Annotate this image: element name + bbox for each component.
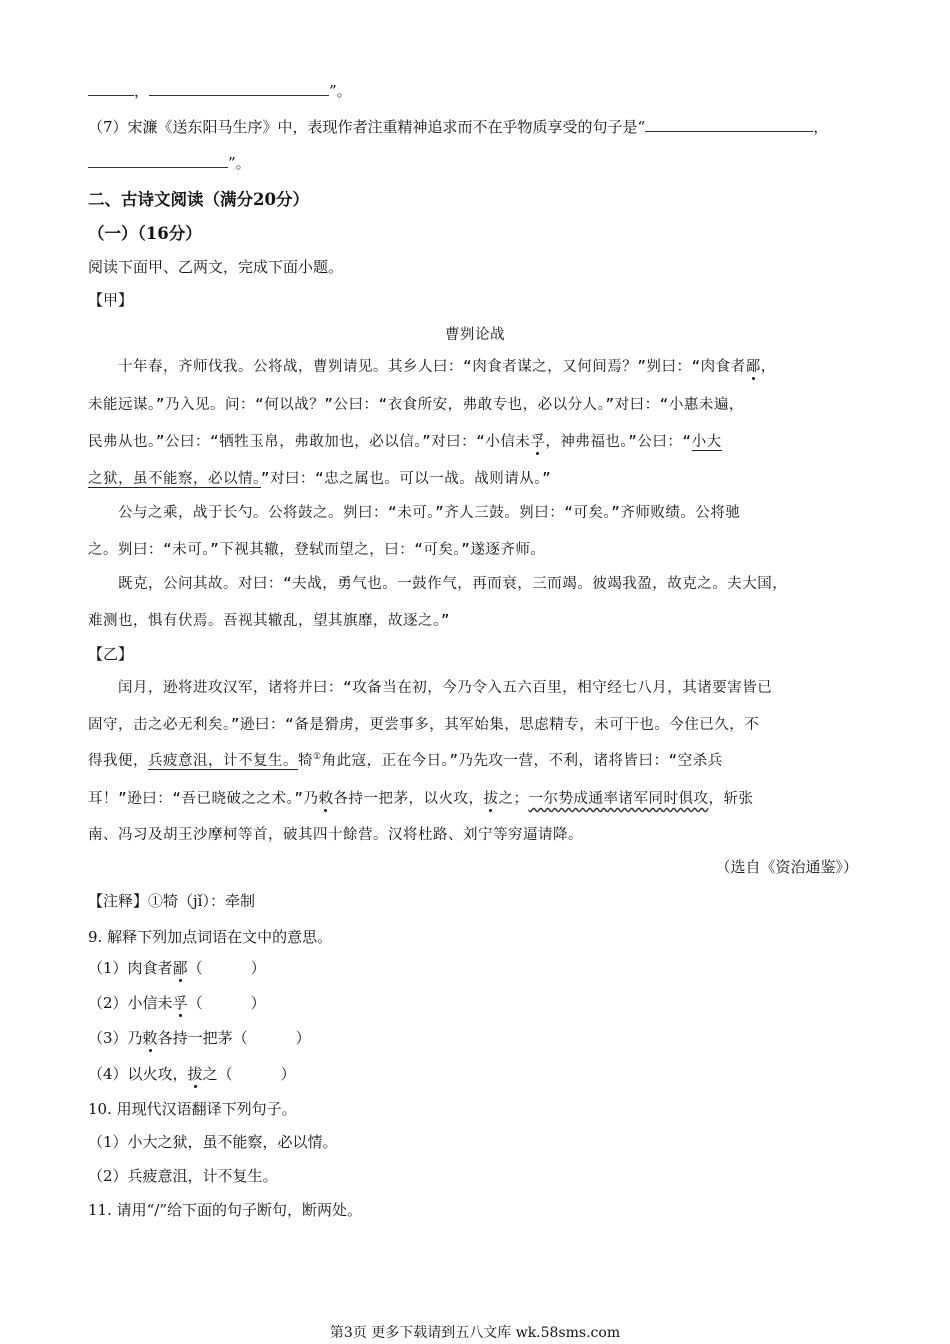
question-9-item: （2）小信未孚（ ） <box>88 994 266 1012</box>
answer-blank[interactable] <box>88 81 134 96</box>
answer-blank[interactable] <box>645 117 813 132</box>
passage-line: 固守，击之必无利矣。”逊曰：“备是猾虏，更尝事多，其军始集，思虑精专，未可干也。今住已久，不 <box>88 717 760 733</box>
subsection-title: （一）（16分） <box>88 224 202 243</box>
footer-text: 第3页 更多下载请到五八文库 <box>329 1325 512 1341</box>
passage-title: 曹刿论战 <box>445 327 505 343</box>
dotted-char: 敕 <box>142 1029 158 1047</box>
question-7: （7）宋濂《送东阳马生序》中，表现作者注重精神追求而不在乎物质享受的句子是“ ， <box>88 118 829 136</box>
passage-line: 闰月，逊将进攻汉军，诸将并曰：“攻备当在初，今乃令入五六百里，相守经七八月，其诸要害皆已 <box>118 680 773 696</box>
answer-blank[interactable] <box>88 153 228 168</box>
passage-line: 耳！”逊曰：“吾已晓破之之术。”乃敕各持一把茅，以火攻，拔之；一尔势成通率诸军同时俱攻，斩张 <box>88 791 754 807</box>
passage-line: 之。刿曰：“未可。”下视其辙，登轼而望之，曰：“可矣。”遂逐齐师。 <box>88 542 546 558</box>
source-citation: （选自《资治通鉴》） <box>715 858 858 876</box>
question-9-item: （4）以火攻，拔之（ ） <box>88 1065 296 1083</box>
passage-line: 难测也，惧有伏焉。吾视其辙乱，望其旗靡，故逐之。” <box>88 613 450 629</box>
passage-line: 得我便，兵疲意沮，计不复生。犄①角此寇，正在今日。”乃先攻一营，不利，诸将皆曰：“空杀兵 <box>88 752 723 769</box>
instruction: 阅读下面甲、乙两文，完成下面小题。 <box>88 258 344 276</box>
fill-line-6: ， ”。 <box>88 80 352 101</box>
dotted-char: 孚 <box>172 994 188 1012</box>
question-10-item: （2）兵疲意沮，计不复生。 <box>88 1167 278 1185</box>
underlined-sentence: 之狱，虽不能察，必以情。 <box>88 471 261 487</box>
question-9-item: （3）乃敕各持一把茅（ ） <box>88 1029 311 1047</box>
section-title: 二、古诗文阅读（满分20分） <box>88 190 309 209</box>
footer-site-link[interactable]: wk.58sms.com <box>515 1325 621 1341</box>
question-10-stem: 10. 用现代汉语翻译下列句子。 <box>88 1100 297 1118</box>
passage-line: 十年春，齐师伐我。公将战，曹刿请见。其乡人曰：“肉食者谋之，又何间焉？”刿曰：“肉食者鄙， <box>118 359 776 375</box>
dotted-char: 鄙 <box>172 959 188 977</box>
passage-line: 南、冯习及胡王沙摩柯等首，破其四十餘营。汉将杜路、刘宁等穷逼请降。 <box>88 827 583 843</box>
dotted-char: 拔 <box>187 1065 203 1083</box>
underlined-sentence: 兵疲意沮，计不复生。 <box>148 753 298 769</box>
dotted-char: 敕 <box>318 791 334 807</box>
label-jia: 【甲】 <box>88 291 134 309</box>
question-9-item: （1）肉食者鄙（ ） <box>88 959 266 977</box>
passage-line: 未能远谋。”乃入见。问：“何以战？”公曰：“衣食所安，弗敢专也，必以分人。”对曰：“小惠未遍， <box>88 397 744 413</box>
answer-blank[interactable] <box>149 81 329 96</box>
dotted-char: 孚 <box>530 434 546 450</box>
question-9-stem: 9. 解释下列加点词语在文中的意思。 <box>88 928 333 946</box>
passage-line: 既克，公问其故。对曰：“夫战，勇气也。一鼓作气，再而衰，三而竭。彼竭我盈，故克之。夫大国， <box>118 576 788 592</box>
label-yi: 【乙】 <box>88 645 134 663</box>
passage-line: 民弗从也。”公曰：“牺牲玉帛，弗敢加也，必以信。”对曰：“小信未孚，神弗福也。”公曰：“小大 <box>88 434 722 450</box>
wavy-underlined-sentence: 一尔势成通率诸军同时俱攻 <box>528 791 709 807</box>
dotted-char: 鄙 <box>745 359 761 375</box>
passage-line: 公与之乘，战于长勺。公将鼓之。刿曰：“未可。”齐人三鼓。刿曰：“可矣。”齐师败绩。公将驰 <box>118 505 741 521</box>
dotted-char: 拔 <box>483 791 499 807</box>
question-11-stem: 11. 请用“/”给下面的句子断句，断两处。 <box>88 1201 363 1219</box>
annotation-note: 【注释】①犄（jǐ）：牵制 <box>88 892 255 910</box>
page-footer <box>0 1322 950 1342</box>
underlined-sentence: 小大 <box>691 434 722 450</box>
question-7-cont: ”。 <box>88 152 251 173</box>
passage-line: 之狱，虽不能察，必以情。”对曰：“忠之属也。可以一战。战则请从。” <box>88 471 552 487</box>
question-10-item: （1）小大之狱，虽不能察，必以情。 <box>88 1133 338 1151</box>
